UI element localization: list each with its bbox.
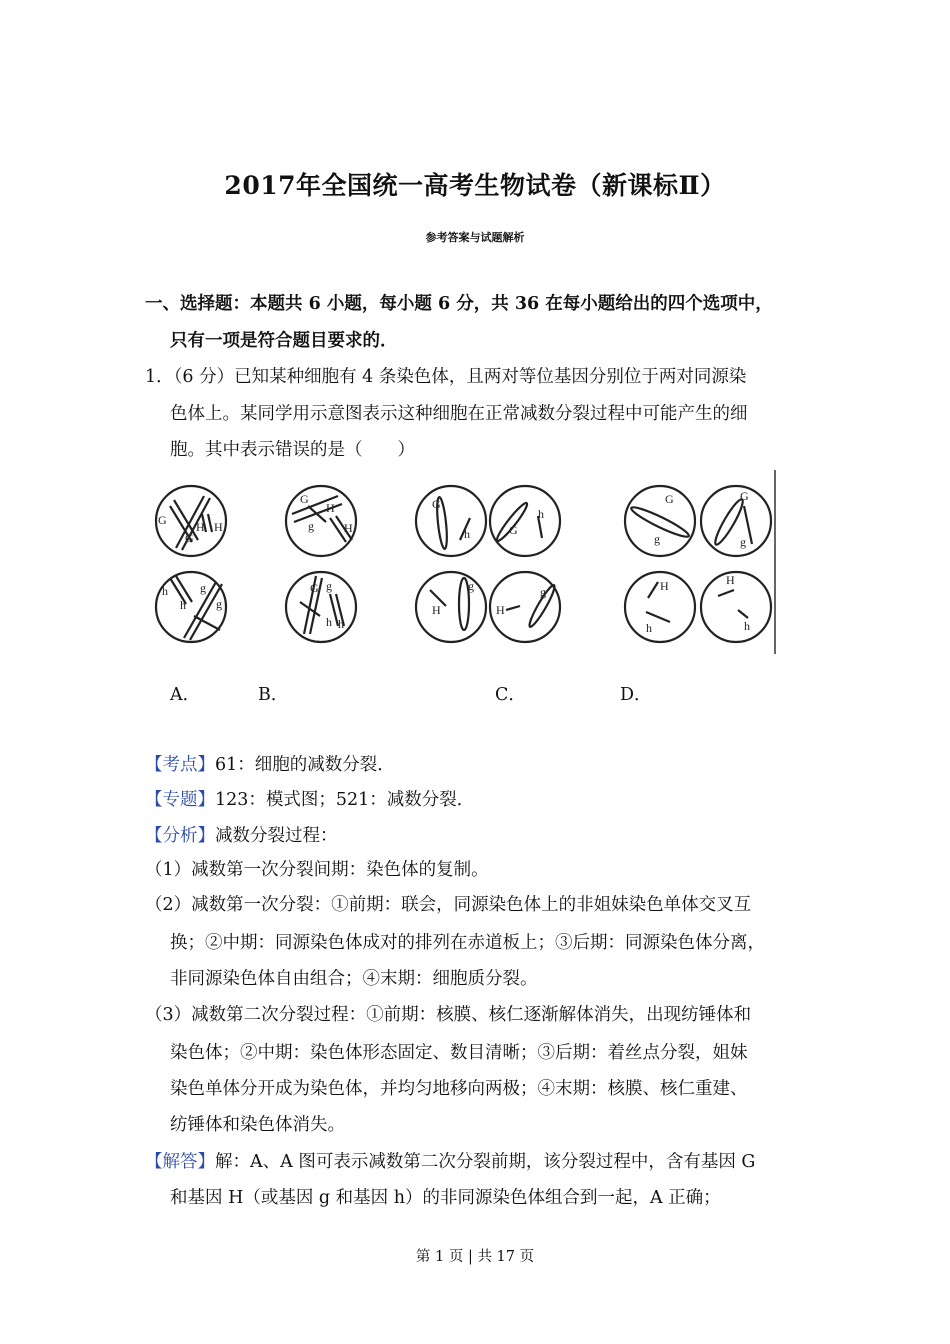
cell: [625, 486, 695, 556]
kaodian-text: 61：细胞的减数分裂．: [215, 755, 395, 775]
cell: [701, 486, 771, 556]
gene-label: H: [496, 603, 505, 617]
gene-label: h: [326, 615, 332, 629]
option-b-cells: [286, 486, 356, 642]
gene-label: H: [214, 520, 223, 534]
page-title: 2017年全国统一高考生物试卷（新课标Ⅱ）: [224, 171, 726, 200]
gene-label: h: [744, 619, 750, 633]
gene-label: G: [432, 497, 441, 511]
analysis-point-3-line-4: 纺锤体和染色体消失。: [170, 1115, 345, 1135]
cell-division-figure: [140, 466, 780, 658]
gene-label: g: [654, 532, 660, 546]
page-subtitle: 参考答案与试题解析: [425, 231, 525, 244]
gene-label: G: [509, 523, 518, 537]
cell: [416, 486, 486, 556]
gene-label: G: [740, 489, 749, 503]
cell: [286, 572, 356, 642]
gene-label: G: [665, 492, 674, 506]
gene-label: H: [726, 573, 735, 587]
analysis-point-2-line-1: （2）减数第一次分裂：①前期：联会，同源染色体上的非姐妹染色单体交叉互: [145, 895, 752, 915]
question-text-line-1: 1．（6 分）已知某种细胞有 4 条染色体，且两对等位基因分别位于两对同源染: [145, 367, 747, 387]
section-heading-line-1: 一、选择题：本题共 6 小题，每小题 6 分，共 36 在每小题给出的四个选项中，: [145, 294, 773, 314]
gene-label: g: [200, 581, 206, 595]
jieda-text: 解：A、A 图可表示减数第二次分裂前期，该分裂过程中，含有基因 G: [215, 1152, 756, 1172]
gene-label: H: [196, 520, 205, 534]
option-d-label[interactable]: D．: [620, 685, 652, 705]
analysis-point-3-line-2: 染色体；②中期：染色体形态固定、数目清晰；③后期：着丝点分裂，姐妹: [170, 1043, 748, 1063]
gene-label: H: [326, 501, 335, 515]
gene-label: G: [310, 581, 319, 595]
cell: [701, 572, 771, 642]
option-c-cells: [416, 486, 560, 642]
gene-label: h: [162, 584, 168, 598]
option-b-label[interactable]: B．: [258, 685, 289, 705]
analysis-point-3-line-3: 染色单体分开成为染色体，并均匀地移向两极；④末期：核膜、核仁重建、: [170, 1079, 748, 1099]
gene-label: g: [540, 585, 546, 599]
cell: [490, 486, 560, 556]
cell: [490, 572, 560, 642]
kaodian-line: [145, 751, 395, 776]
gene-label: h: [338, 617, 344, 631]
zhuanti-text: 123：模式图；521：减数分裂．: [215, 790, 475, 810]
gene-label: G: [300, 492, 309, 506]
cell: [416, 572, 486, 642]
gene-label: g: [326, 579, 332, 593]
jieda-tag: 【解答】: [145, 1152, 215, 1172]
cell: [156, 486, 226, 556]
gene-label: g: [468, 579, 474, 593]
gene-label: H: [344, 521, 353, 535]
gene-label: g: [216, 597, 222, 611]
jieda-line-2: 和基因 H（或基因 g 和基因 h）的非同源染色体组合到一起，A 正确；: [170, 1188, 721, 1208]
zhuanti-line: [145, 786, 474, 811]
analysis-point-2-line-3: 非同源染色体自由组合；④末期：细胞质分裂。: [170, 969, 538, 989]
gene-label: h: [464, 527, 470, 541]
gene-label: h: [180, 598, 186, 612]
gene-label: g: [308, 519, 314, 533]
option-a-cells: [156, 486, 226, 642]
option-c-label[interactable]: C．: [495, 685, 526, 705]
gene-label: g: [740, 535, 746, 549]
gene-label: h: [646, 621, 652, 635]
page-footer: 第 1 页 | 共 17 页: [415, 1249, 535, 1265]
question-text-line-3: 胞。其中表示错误的是（ ）: [170, 440, 415, 460]
gene-label: h: [538, 507, 544, 521]
gene-label: G: [185, 531, 194, 545]
cell: [625, 572, 695, 642]
cell: [286, 486, 356, 556]
fenxi-line: [145, 822, 338, 847]
zhuanti-tag: 【专题】: [145, 790, 215, 810]
analysis-point-3-line-1: （3）减数第二次分裂过程：①前期：核膜、核仁逐渐解体消失，出现纺锤体和: [145, 1005, 752, 1025]
kaodian-tag: 【考点】: [145, 755, 215, 775]
fenxi-tag: 【分析】: [145, 826, 215, 846]
section-heading-line-2: 只有一项是符合题目要求的．: [170, 331, 398, 351]
gene-label: G: [158, 513, 167, 527]
gene-label: H: [660, 579, 669, 593]
fenxi-text: 减数分裂过程：: [215, 826, 338, 846]
cell: [156, 572, 226, 642]
jieda-line-1: [145, 1148, 755, 1173]
analysis-point-1: （1）减数第一次分裂间期：染色体的复制。: [145, 860, 489, 880]
analysis-point-2-line-2: 换；②中期：同源染色体成对的排列在赤道板上；③后期：同源染色体分离，: [170, 933, 765, 953]
option-a-label[interactable]: A．: [170, 685, 201, 705]
gene-label: H: [432, 603, 441, 617]
option-d-cells: [625, 486, 771, 642]
question-text-line-2: 色体上。某同学用示意图表示这种细胞在正常减数分裂过程中可能产生的细: [170, 404, 748, 424]
